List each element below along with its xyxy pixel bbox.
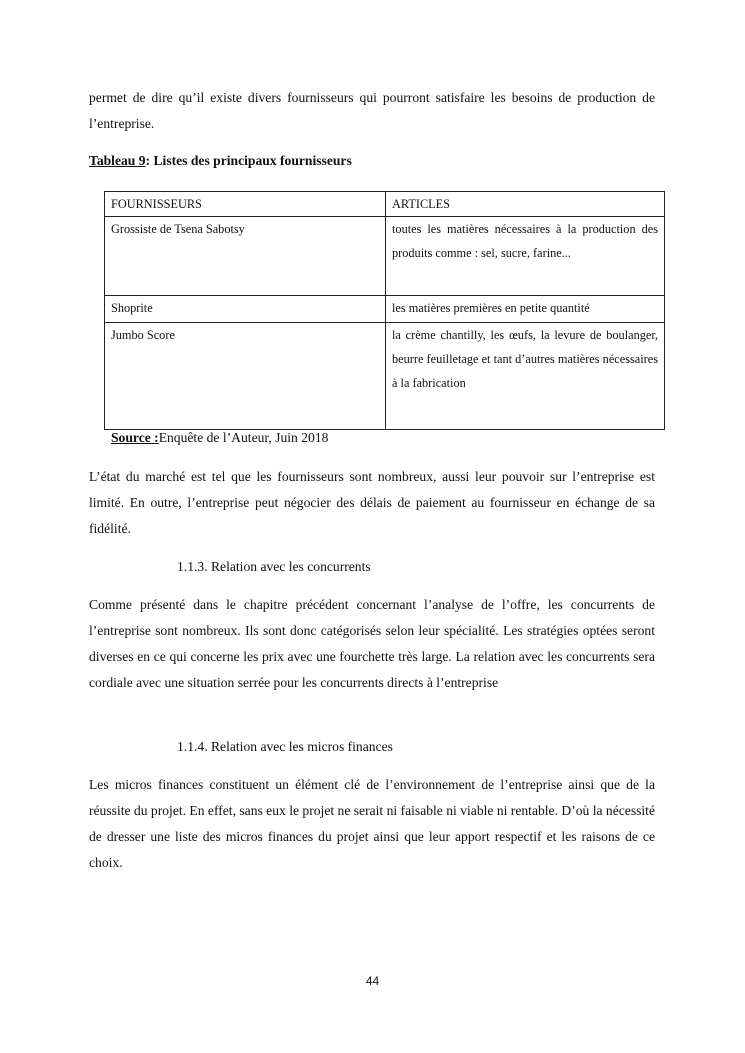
articles-cell: toutes les matières nécessaires à la production des produits comme : sel, sucre, farine... (386, 217, 665, 296)
section-heading-competitors: 1.1.3. Relation avec les concurrents (177, 559, 371, 574)
header-articles: ARTICLES (386, 192, 665, 217)
articles-cell: les matières premières en petite quantité (386, 296, 665, 323)
table-row (105, 323, 665, 430)
table-header-row (105, 192, 665, 217)
table-caption (89, 150, 352, 172)
articles-cell: la crème chantilly, les œufs, la levure de boulanger, beurre feuilletage et tant d’autres matières nécessaires à la fabrication (386, 323, 665, 430)
microfinance-paragraph: Les micros finances constituent un élément clé de l’environnement de l’entreprise ainsi que de la réussite du projet. En effet, sans eux le projet ne serait ni faisable ni viable ni rentable. D’où la nécessité de dresser une liste des micros finances du projet ainsi que leur apport respectif et les raisons de ce choix. (89, 777, 655, 870)
table-caption-text: : Listes des principaux fournisseurs (145, 153, 352, 168)
table-source (111, 427, 328, 449)
page-number: 44 (365, 974, 380, 988)
supplier-cell: Shoprite (105, 296, 386, 323)
header-suppliers: FOURNISSEURS (105, 192, 386, 217)
source-label: Source : (111, 430, 159, 445)
market-paragraph: L’état du marché est tel que les fournisseurs sont nombreux, aussi leur pouvoir sur l’entreprise est limité. En outre, l’entreprise peut négocier des délais de paiement au fournisseur en échange de sa fidélité. (89, 469, 655, 536)
table-caption-label: Tableau 9 (89, 153, 146, 168)
table-row (105, 217, 665, 296)
source-text: Enquête de l’Auteur, Juin 2018 (158, 430, 329, 445)
section-heading-microfinance: 1.1.4. Relation avec les micros finances (177, 739, 393, 754)
suppliers-table (104, 191, 665, 430)
supplier-cell: Jumbo Score (105, 323, 386, 430)
table-row (105, 296, 665, 323)
supplier-cell: Grossiste de Tsena Sabotsy (105, 217, 386, 296)
competitors-paragraph: Comme présenté dans le chapitre précédent concernant l’analyse de l’offre, les concurrents de l’entreprise sont nombreux. Ils sont donc catégorisés selon leur spécialité. Les stratégies optées seront diverses en ce qui concerne les prix avec une fourchette très large. La relation avec les concurrents sera cordiale avec une situation serrée pour les concurrents directs à l’entreprise (89, 597, 655, 690)
intro-paragraph: permet de dire qu’il existe divers fournisseurs qui pourront satisfaire les besoins de production de l’entreprise. (89, 90, 655, 131)
